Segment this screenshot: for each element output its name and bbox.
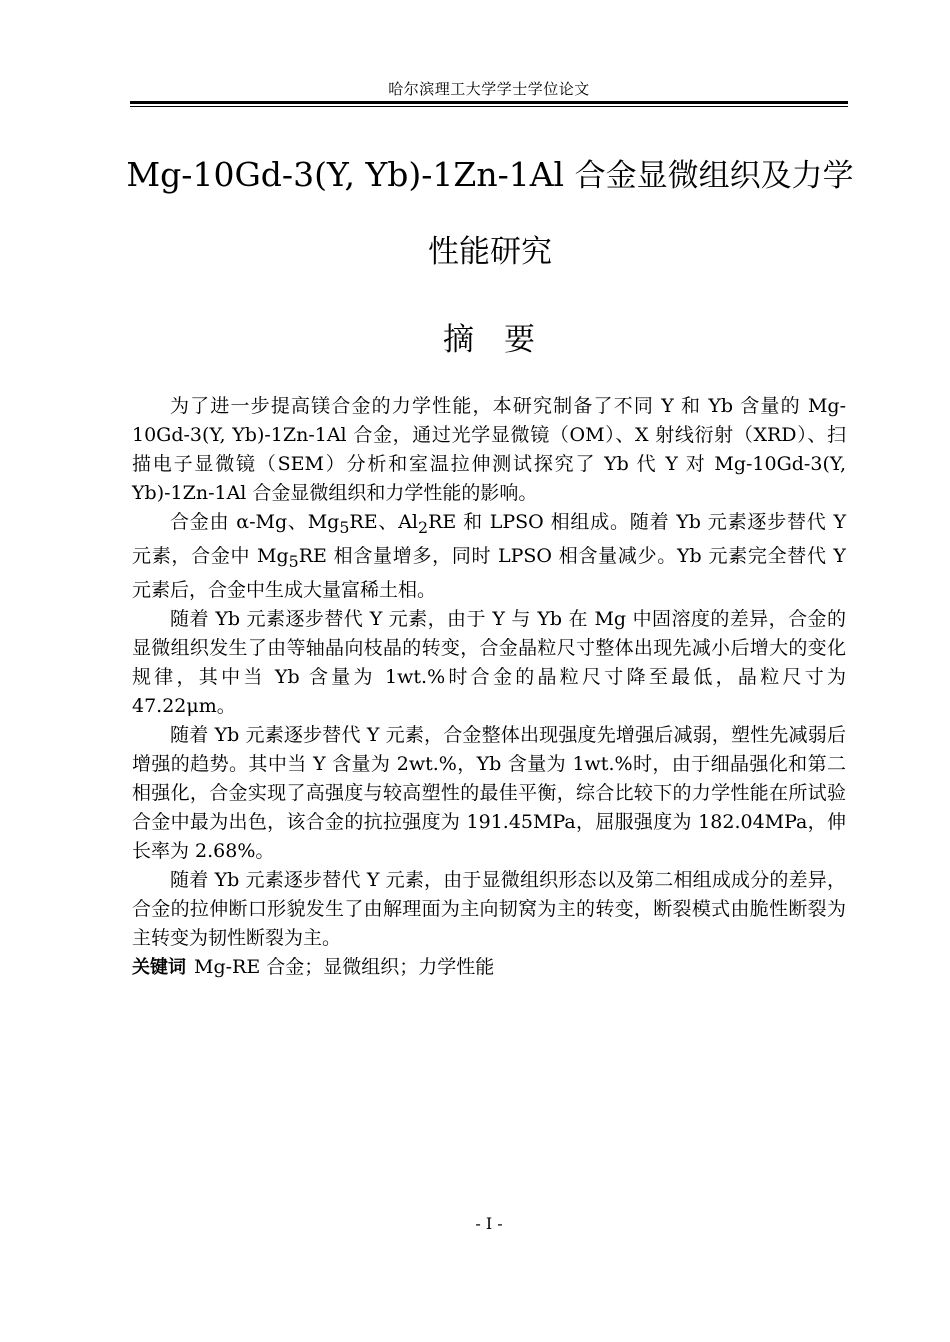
p2-text-a: 合金由 α-Mg、Mg — [170, 511, 340, 533]
p2-subscript-1: 5 — [339, 517, 350, 537]
p2-text-b: RE、Al — [349, 511, 419, 533]
abstract-paragraph-3: 随着 Yb 元素逐步替代 Y 元素，由于 Y 与 Yb 在 Mg 中固溶度的差异，合金的显微组织发生了由等轴晶向枝晶的转变，合金晶粒尺寸整体出现先减小后增大的变化规律，其中当 Yb 含量为 1wt.%时合金的晶粒尺寸降至最低，晶粒尺寸为 47.22μm。 — [132, 607, 846, 717]
keywords-line — [132, 953, 846, 982]
keywords-text: Mg-RE 合金；显微组织；力学性能 — [194, 955, 495, 978]
abstract-paragraph-2 — [132, 508, 846, 605]
header-rule-thin — [130, 106, 848, 107]
header-rule-thick — [130, 101, 848, 104]
abstract-body — [132, 392, 846, 982]
abstract-heading: 摘要 — [443, 322, 565, 358]
p2-subscript-2: 2 — [418, 517, 429, 537]
page-number: - I - — [475, 1214, 503, 1233]
p2-subscript-3: 5 — [288, 551, 299, 571]
title-chinese-part: 合金显微组织及力学 — [574, 158, 854, 194]
title-latin-part: Mg-10Gd-3(Y, Yb)-1Zn-1Al — [126, 155, 575, 194]
keywords-label: 关键词 — [132, 956, 186, 978]
running-header: 哈尔滨理工大学学士学位论文 — [388, 80, 590, 98]
thesis-title-line-1 — [110, 155, 870, 196]
abstract-paragraph-4: 随着 Yb 元素逐步替代 Y 元素，合金整体出现强度先增强后减弱，塑性先减弱后增强的趋势。其中当 Y 含量为 2wt.%，Yb 含量为 1wt.%时，由于细晶强化和第二相强化，合金实现了高强度与较高塑性的最佳平衡，综合比较下的力学性能在所试验合金中最为出色，该合金的抗拉强度为 191.45MPa，屈服强度为 182.04MPa，伸长率为 2.68%。 — [132, 723, 846, 862]
abstract-paragraph-1: 为了进一步提高镁合金的力学性能，本研究制备了不同 Y 和 Yb 含量的 Mg-10Gd-3(Y, Yb)-1Zn-1Al 合金，通过光学显微镜（OM）、X 射线衍射（XRD）、扫描电子显微镜（SEM）分析和室温拉伸测试探究了 Yb 代 Y 对 Mg-10Gd-3(Y, Yb)-1Zn-1Al 合金显微组织和力学性能的影响。 — [132, 395, 846, 504]
p2-text-c: RE 和 LPSO 相组成。随着 Yb 元素逐步替代 Y 元素，合金中 Mg — [132, 511, 847, 567]
abstract-paragraph-5: 随着 Yb 元素逐步替代 Y 元素，由于显微组织形态以及第二相组成成分的差异，合金的拉伸断口形貌发生了由解理面为主向韧窝为主的转变，断裂模式由脆性断裂为主转变为韧性断裂为主。 — [132, 868, 846, 949]
thesis-title-line-2: 性能研究 — [428, 234, 552, 270]
p2-text-d: RE 相含量增多，同时 LPSO 相含量减少。Yb 元素完全替代 Y 元素后，合金中生成大量富稀土相。 — [132, 544, 846, 601]
